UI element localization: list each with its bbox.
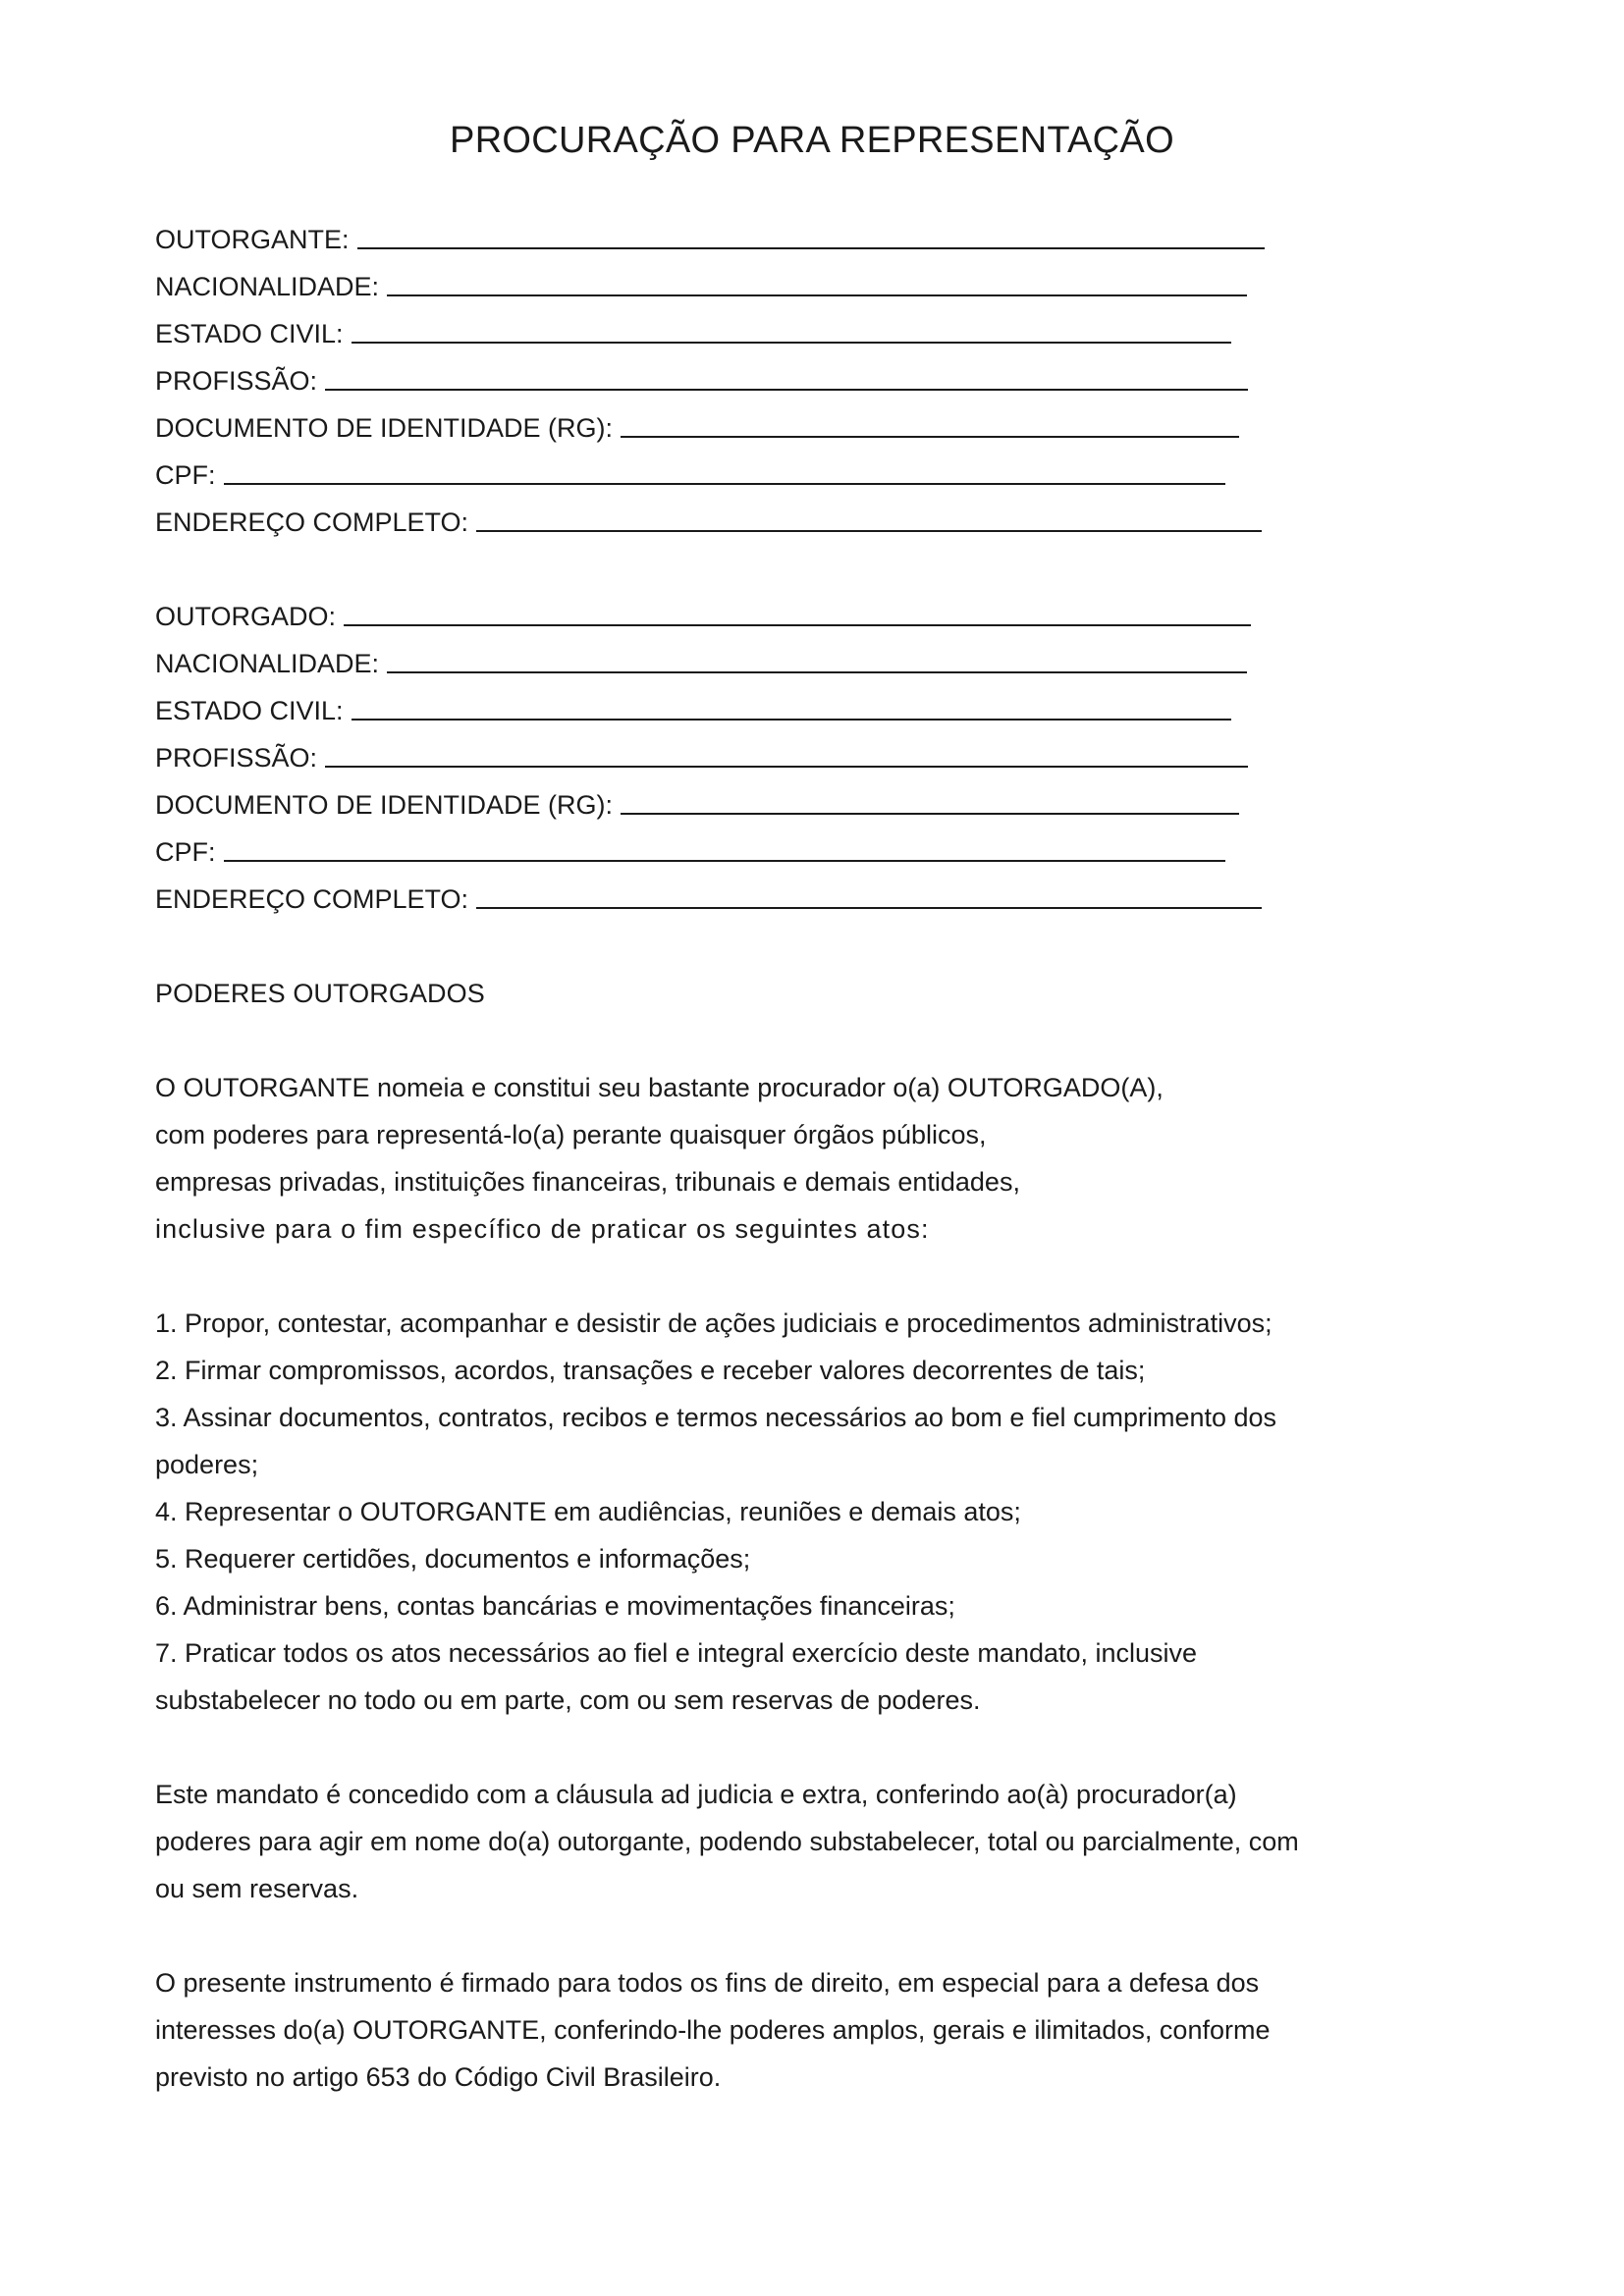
list-item: 1. Propor, contestar, acompanhar e desistir de ações judiciais e procedimentos administrativos;: [155, 1308, 1272, 1338]
outorgado-rg-field: [155, 781, 1363, 828]
list-item-continuation: substabelecer no todo ou em parte, com ou sem reservas de poderes.: [155, 1685, 981, 1715]
spacer: [155, 923, 1363, 970]
fill-in-blank[interactable]: [224, 482, 1225, 485]
outorgante-address-field: [155, 499, 1363, 546]
paragraph-line: O OUTORGANTE nomeia e constitui seu bastante procurador o(a) OUTORGADO(A),: [155, 1073, 1164, 1102]
outorgado-section: [155, 593, 1363, 923]
fill-in-blank[interactable]: [476, 906, 1262, 909]
fill-in-blank[interactable]: [224, 859, 1225, 862]
field-label: PROFISSÃO:: [155, 743, 318, 773]
outorgado-name-field: [155, 593, 1363, 640]
outorgante-section: [155, 216, 1363, 546]
fill-in-blank[interactable]: [357, 246, 1265, 249]
field-label: OUTORGANTE:: [155, 225, 350, 254]
fill-in-blank[interactable]: [387, 670, 1247, 673]
document-body: [155, 216, 1363, 2101]
list-item: 4. Representar o OUTORGANTE em audiências, reuniões e demais atos;: [155, 1497, 1021, 1526]
paragraph-line: interesses do(a) OUTORGANTE, conferindo-lhe poderes amplos, gerais e ilimitados, conforme: [155, 2015, 1271, 2045]
field-label: NACIONALIDADE:: [155, 272, 380, 301]
paragraph-line: poderes para agir em nome do(a) outorgante, podendo substabelecer, total ou parcialmente, com: [155, 1827, 1299, 1856]
outorgado-address-field: [155, 876, 1363, 923]
fill-in-blank[interactable]: [476, 529, 1262, 532]
fill-in-blank[interactable]: [621, 435, 1239, 438]
outorgante-profession-field: [155, 357, 1363, 404]
outorgante-rg-field: [155, 404, 1363, 452]
paragraph-line: empresas privadas, instituições financeiras, tribunais e demais entidades,: [155, 1167, 1020, 1197]
field-label: DOCUMENTO DE IDENTIDADE (RG):: [155, 790, 614, 820]
paragraph-line: previsto no artigo 653 do Código Civil Brasileiro.: [155, 2062, 722, 2092]
clausula-paragraph: [155, 1771, 1363, 1912]
field-label: OUTORGADO:: [155, 602, 337, 631]
fill-in-blank[interactable]: [387, 294, 1247, 296]
field-label: CPF:: [155, 837, 216, 867]
field-label: NACIONALIDADE:: [155, 649, 380, 678]
poderes-intro-paragraph: [155, 1064, 1363, 1253]
fill-in-blank[interactable]: [325, 765, 1248, 768]
paragraph-line: ou sem reservas.: [155, 1874, 359, 1903]
outorgante-name-field: [155, 216, 1363, 263]
closing-paragraph: [155, 1959, 1363, 2101]
list-item: 3. Assinar documentos, contratos, recibos e termos necessários ao bom e fiel cumprimento dos: [155, 1403, 1277, 1432]
outorgante-nationality-field: [155, 263, 1363, 310]
field-label: ESTADO CIVIL:: [155, 319, 344, 348]
spacer: [155, 1724, 1363, 1771]
section-heading-poderes: PODERES OUTORGADOS: [155, 979, 485, 1008]
outorgado-profession-field: [155, 734, 1363, 781]
fill-in-blank[interactable]: [325, 388, 1248, 391]
list-item: 5. Requerer certidões, documentos e informações;: [155, 1544, 751, 1574]
paragraph-line: O presente instrumento é firmado para todos os fins de direito, em especial para a defesa dos: [155, 1968, 1260, 1998]
fill-in-blank[interactable]: [352, 718, 1231, 721]
spacer: [155, 546, 1363, 593]
fill-in-blank[interactable]: [344, 623, 1251, 626]
list-item: 6. Administrar bens, contas bancárias e movimentações financeiras;: [155, 1591, 955, 1621]
powers-list: [155, 1300, 1363, 1724]
document-title: PROCURAÇÃO PARA REPRESENTAÇÃO: [450, 120, 1174, 161]
list-item-continuation: poderes;: [155, 1450, 259, 1479]
spacer: [155, 1253, 1363, 1300]
paragraph-line: Este mandato é concedido com a cláusula ad judicia e extra, conferindo ao(à) procurador(a): [155, 1780, 1237, 1809]
outorgante-cpf-field: [155, 452, 1363, 499]
fill-in-blank[interactable]: [352, 341, 1231, 344]
list-item: 2. Firmar compromissos, acordos, transações e receber valores decorrentes de tais;: [155, 1356, 1146, 1385]
field-label: ENDEREÇO COMPLETO:: [155, 884, 469, 914]
paragraph-line: inclusive para o fim específico de praticar os seguintes atos:: [155, 1214, 930, 1244]
spacer: [155, 1017, 1363, 1064]
spacer: [155, 1912, 1363, 1959]
outorgado-civil-status-field: [155, 687, 1363, 734]
outorgante-civil-status-field: [155, 310, 1363, 357]
field-label: DOCUMENTO DE IDENTIDADE (RG):: [155, 413, 614, 443]
outorgado-nationality-field: [155, 640, 1363, 687]
list-item: 7. Praticar todos os atos necessários ao fiel e integral exercício deste mandato, inclusive: [155, 1638, 1198, 1668]
fill-in-blank[interactable]: [621, 812, 1239, 815]
field-label: CPF:: [155, 460, 216, 490]
field-label: ESTADO CIVIL:: [155, 696, 344, 725]
outorgado-cpf-field: [155, 828, 1363, 876]
field-label: PROFISSÃO:: [155, 366, 318, 396]
paragraph-line: com poderes para representá-lo(a) perante quaisquer órgãos públicos,: [155, 1120, 987, 1149]
field-label: ENDEREÇO COMPLETO:: [155, 507, 469, 537]
